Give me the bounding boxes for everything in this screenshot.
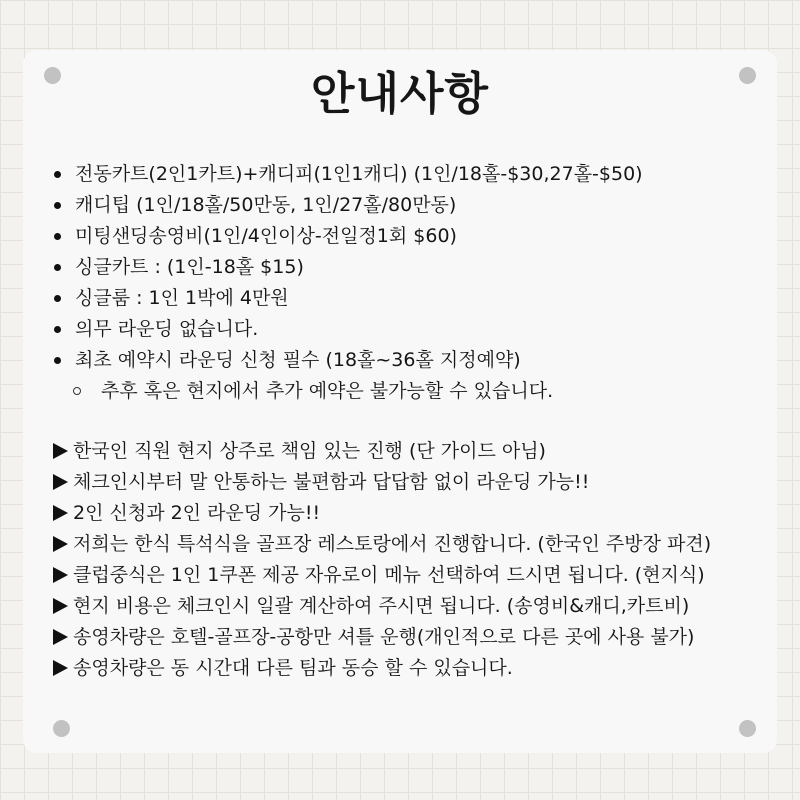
bullet-dot-icon [54,264,61,271]
note-item [52,436,711,467]
bullet-dot-icon [54,295,61,302]
triangle-right-icon [53,443,68,459]
note-text: 2인 신청과 2인 라운딩 가능!! [73,502,321,524]
list-item [52,159,711,190]
notice-card [23,50,777,753]
pin-bottom-right [739,720,756,737]
list-item [52,190,711,221]
triangle-right-icon [53,629,68,645]
note-text: 저희는 한식 특석식을 골프장 레스토랑에서 진행합니다. (한국인 주방장 파견) [73,533,712,555]
triangle-right-icon [53,660,68,676]
list-item-text: 최초 예약시 라운딩 신청 필수 (18홀~36홀 지정예약) [75,349,521,371]
list-item-text: 캐디팁 (1인/18홀/50만동, 1인/27홀/80만동) [75,194,457,216]
note-item [52,529,711,560]
bullet-dot-icon [54,326,61,333]
note-item [52,622,711,653]
bullet-dot-icon [54,171,61,178]
triangle-right-icon [53,474,68,490]
sub-list-item-text: 추후 혹은 현지에서 추가 예약은 불가능할 수 있습니다. [101,380,554,402]
list-item-text: 미팅샌딩송영비(1인/4인이상-전일정1회 $60) [75,225,457,247]
note-item [52,591,711,622]
note-item [52,560,711,591]
triangle-right-icon [53,536,68,552]
note-text: 한국인 직원 현지 상주로 책임 있는 진행 (단 가이드 아님) [73,440,546,462]
bullet-circle-icon [73,387,81,395]
list-item [52,221,711,252]
note-text: 송영차량은 동 시간대 다른 팀과 동승 할 수 있습니다. [73,657,513,679]
list-item [52,283,711,314]
list-item [52,345,711,376]
bullet-dot-icon [54,202,61,209]
note-text: 클럽중식은 1인 1쿠폰 제공 자유로이 메뉴 선택하여 드시면 됩니다. (현지식) [73,564,705,586]
note-item [52,467,711,498]
note-text: 송영차량은 호텔-골프장-공항만 셔틀 운행(개인적으로 다른 곳에 사용 불가) [73,626,695,648]
triangle-right-icon [53,567,68,583]
bullet-dot-icon [54,233,61,240]
notice-list [52,159,711,684]
sub-list-item [52,376,711,407]
list-item-text: 의무 라운딩 없습니다. [75,318,259,340]
triangle-right-icon [53,505,68,521]
list-item-text: 싱글룸 : 1인 1박에 4만원 [75,287,289,309]
list-item [52,252,711,283]
list-item-text: 전동카트(2인1카트)+캐디피(1인1캐디) (1인/18홀-$30,27홀-$50) [75,163,643,185]
note-text: 현지 비용은 체크인시 일괄 계산하여 주시면 됩니다. (송영비&캐디,카트비) [73,595,690,617]
note-text: 체크인시부터 말 안통하는 불편함과 답답함 없이 라운딩 가능!! [73,471,590,493]
page-title: 안내사항 [311,67,489,120]
note-item [52,653,711,684]
bullet-dot-icon [54,357,61,364]
pin-bottom-left [53,720,70,737]
list-item-text: 싱글카트 : (1인-18홀 $15) [75,256,304,278]
list-item [52,314,711,345]
triangle-right-icon [53,598,68,614]
note-item [52,498,711,529]
